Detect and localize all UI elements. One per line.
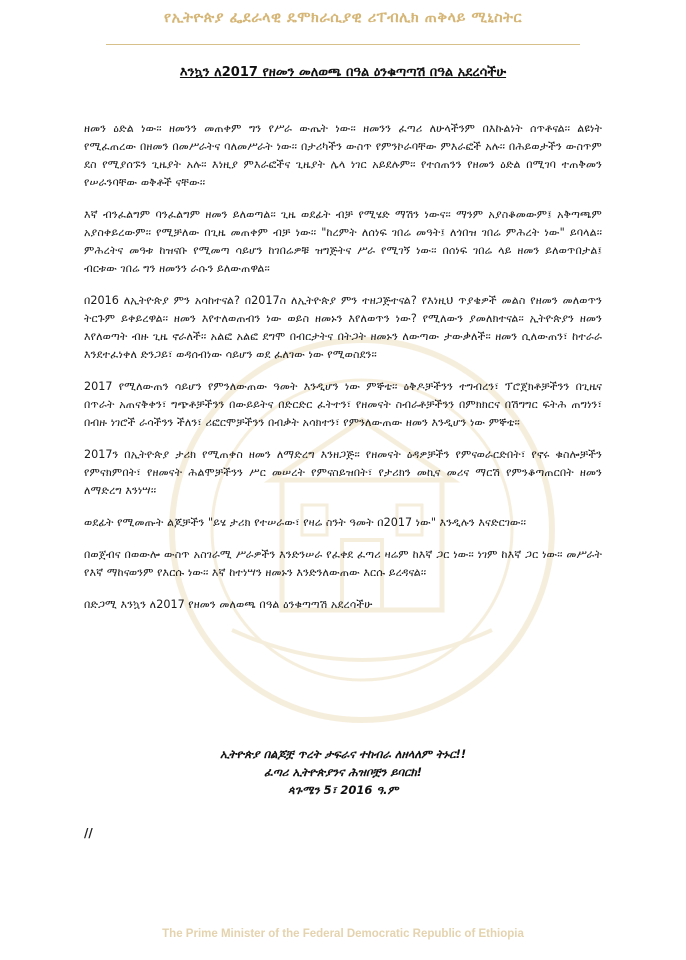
letter-body [84,120,602,628]
body-paragraph: 2017ን በኢትዮጵያ ታሪክ የሚጠቀስ ዘመን ለማድረግ እንዘጋጅ፡፡ የዘመናት ዕዳዎቻችን የምናወራርድበት፣ የኖሩ ቁስሎቻችን የምናክምበት፣ የዘመናት ሕልሞቻችንን ሥር መሠረት የምናስይዝበት፣ የታሪክን መኪና መሪና ማርሽ የምንቆጣጠርበት ዘመን ለማድረግ እንነሣ፡፡ [84,448,602,497]
body-paragraph: 2017 የሚለውጠን ሳይሆን የምንለውጠው ዓመት እንዲሆን ነው ምኞቴ፡፡ ዕቅዶቻችንን ተግብረን፣ ፕሮጀክቶቻችንን በጊዜና በጥራት አጠናቅቀን፣ ግጭቶቻችንን በውይይትና በድርድር ፈትተን፣ የዘመናት ስብራቶቻችንን በምክክርና በሽግግር ፍትሕ ጠግነን፣ በብዙ ነገሮች ራሳችንን ችለን፣ ሪፎርሞቻችንን በብቃት አሳክተን፣ የምንለውጠው ዘመን እንዲሆን ነው ምኞቴ፡፡ [84,380,602,429]
letter-headline: እንኳን ለ2017 የዘመን መለወጫ በዓል ዕንቁጣጣሽ በዓል አደረሳችሁ [179,65,507,80]
end-mark: // [84,826,93,840]
body-paragraph: በድጋሚ እንኳን ለ2017 የዘመን መለወጫ በዓል ዕንቁጣጣሽ አደረሳችሁ [84,598,373,611]
letter-date: ጳጉሜን 5፣ 2016 ዓ.ም [287,783,399,797]
letterhead-divider [106,44,580,45]
closing-line: ፈጣሪ ኢትዮጵያንና ሕዝቦቿን ይባርክ! [264,765,422,779]
closing-block [0,745,686,799]
letterhead-title: የኢትዮጵያ ፌደራላዊ ዴሞክራሲያዊ ሪፐብሊክ ጠቅላይ ሚኒስትር [164,10,522,26]
body-paragraph: ወደፊት የሚመጡት ልጆቻችን "ይሄ ታሪክ የተሠራው፣ የዛሬ ስንት ዓመት በ2017 ነው" እንዲሉን እናድርገው፡፡ [84,516,526,529]
body-paragraph: በወጀብና በወውሎ ውስጥ አስገራሚ ሥራዎችን እንድንሠራ የፈቀደ ፈጣሪ ዛሬም ከእኛ ጋር ነው፡፡ ነገም ከእኛ ጋር ነው፡፡ መሥራት የእኛ ማከናወንም የእርሱ ነው፡፡ እኛ ከተነሣን ዘመኑን እንድንለውጠው እርሱ ይረዳናል፡፡ [84,548,602,579]
body-paragraph: እኛ ብንፈልግም ባንፈልግም ዘመን ይለወጣል፡፡ ጊዜ ወደፊት ብቻ የሚሄድ ማሽን ነውና፡፡ ማንም አያስቆመውም፤ አቅጣጫም አያስቀይረውም፡፡ የሚቻለው በጊዜ መጠቀም ብቻ ነው፡፡ "ከረምት ለሰነፍ ገበሬ መዓት፤ ለጎበዝ ገበሬ ምሕረት ነው" ይባላል፡፡ ምሕረትና መዓቱ ከዝናቡ የሚመጣ ሳይሆን ከገበሬዎቹ ዝግጅትና ሥራ የሚገኝ ነው፡፡ በሰነፍ ገበሬ ላይ ዘመን ይለወጥበታል፤ ብርቱው ገበሬ ግን ዘመንን ራሱን ይለውጠዋል፡፡ [84,208,602,275]
footer-title: The Prime Minister of the Federal Democratic Republic of Ethiopia [162,928,524,940]
body-paragraph: ዘመን ዕድል ነው፡፡ ዘመንን መጠቀም ግን የሥራ ውጤት ነው፡፡ ዘመንን ፈጣሪ ለሁላችንም በእኩልነት ሰጥቶናል፡፡ ልዩነት የሚፈጠረው በዘመን በመሥራትና ባለመሥራት ነው፡፡ በታሪካችን ውስጥ የምንኮራባቸው ምእራፎች አሉ፡፡ በሕይወታችን ውስጥም ደስ የሚያሰኙን ጊዜያት አሉ፡፡ እነዚያ ምእራፎችና ጊዜያት ሌላ ነገር አይደሉም፡፡ የተሰጠንን የዘመን ዕድል በሚገባ ተጠቅመን የሠራንባቸው ወቅቶች ናቸው፡፡ [84,122,602,189]
body-paragraph: በ2016 ለኢትዮጵያ ምን አሳከተናል? በ2017ስ ለኢትዮጵያ ምን ተዘጋጅተናል? የእነዚህ ጥያቄዎች መልስ የዘመን መለወጥን ትርጉም ይቀይረዋል፡፡ ዘመን እየተለወጠብን ነው ወይስ ዘመኑን እየለወጥን ነው? የሚለውን ያመለክተናል፡፡ ኢትዮጵያን ዘመን እየለወጣት ብዙ ጊዜ ኖራለች፡፡ አልፎ አልፎ ደግሞ በብርታትና በትጋት ዘመኑን ለውጣው ታውቃለች፡፡ ዘመን ሲለውጠን፣ ከተራራ እንደተፈነቀለ ድንጋይ፣ ወዳሰብነው ሳይሆን ወደ ፈለገው ነው የሚወስደን፡፡ [84,294,602,361]
closing-line: ኢትዮጵያ በልጆቿ ጥረት ታፍራና ተከብራ ለዘላለም ትኑር!! [219,747,467,761]
